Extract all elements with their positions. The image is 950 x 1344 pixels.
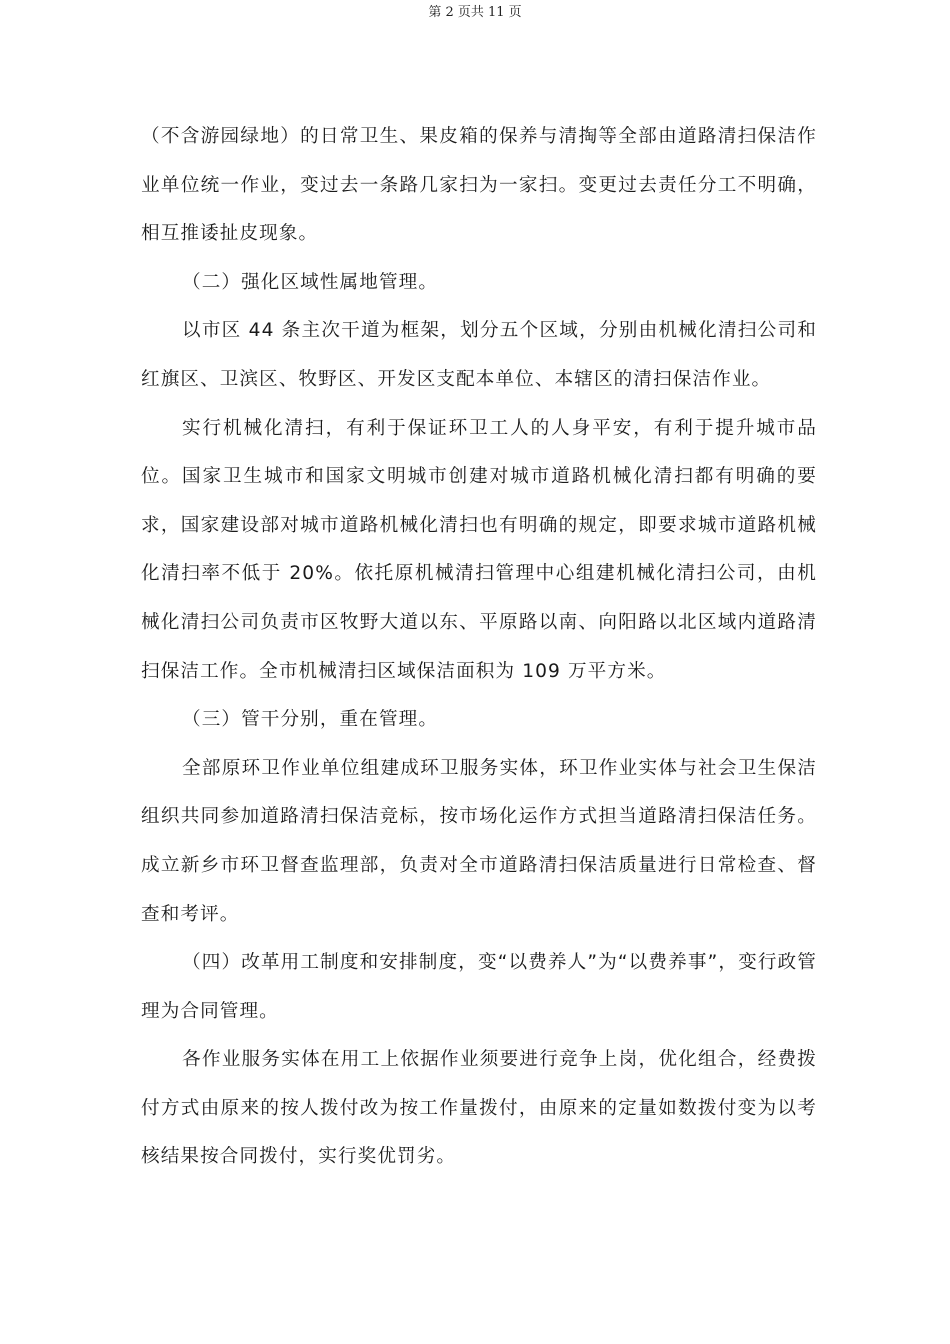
document-body: [141, 113, 817, 1182]
section-heading-4: （四）改革用工制度和安排制度，变“以费养人”为“以费养事”，变行政管理为合同管理。: [141, 952, 817, 1022]
page-number-header: 第 2 页共 11 页: [428, 5, 522, 20]
paragraph-mechanized-cleaning: 实行机械化清扫，有利于保证环卫工人的人身平安，有利于提升城市品位。国家卫生城市和国家文明城市创建对城市道路机械化清扫都有明确的要求，国家建设部对城市道路机械化清扫也有明确的规定，即要求城市道路机械化清扫率不低于 20%。依托原机械清扫管理中心组建机械化清扫公司，由机械化清扫公司负责市区牧野大道以东、平原路以南、向阳路以北区域内道路清扫保洁工作。全市机械清扫区域保洁面积为 109 万平方米。: [141, 417, 818, 682]
paragraph-continuation: （不含游园绿地）的日常卫生、果皮箱的保养与清掏等全部由道路清扫保洁作业单位统一作业，变过去一条路几家扫为一家扫。变更过去责任分工不明确，相互推诿扯皮现象。: [141, 126, 818, 245]
paragraph-district-zones: 以市区 44 条主次干道为框架，划分五个区域，分别由机械化清扫公司和红旗区、卫滨区、牧野区、开发区支配本单位、本辖区的清扫保洁作业。: [141, 320, 817, 390]
paragraph-employment-reform: 各作业服务实体在用工上依据作业须要进行竞争上岗，优化组合，经费拨付方式由原来的按人拨付改为按工作量拨付，由原来的定量如数拨付变为以考核结果按合同拨付，实行奖优罚劣。: [141, 1049, 818, 1168]
paragraph-service-entities: 全部原环卫作业单位组建成环卫服务实体，环卫作业实体与社会卫生保洁组织共同参加道路清扫保洁竞标，按市场化运作方式担当道路清扫保洁任务。成立新乡市环卫督查监理部，负责对全市道路清扫保洁质量进行日常检查、督查和考评。: [141, 757, 818, 925]
section-heading-2: （二）强化区域性属地管理。: [182, 271, 439, 293]
section-heading-3: （三）管干分别，重在管理。: [182, 709, 439, 731]
